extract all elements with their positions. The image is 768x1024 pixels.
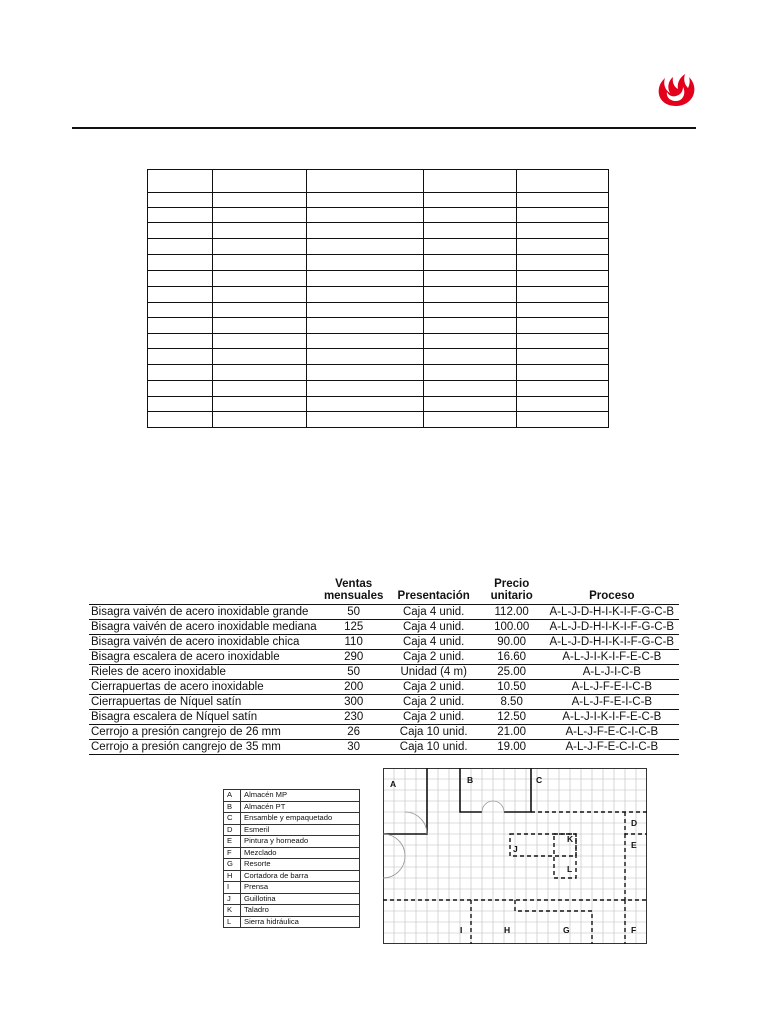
legend-area-name: Prensa <box>241 882 360 894</box>
empty-grid-cell <box>517 349 609 365</box>
product-price-cell: 21.00 <box>479 725 545 740</box>
header-divider <box>72 127 696 129</box>
legend-row <box>224 813 360 825</box>
empty-grid-cell <box>213 397 307 412</box>
product-presentation-cell: Caja 2 unid. <box>389 695 479 710</box>
product-presentation-cell: Caja 2 unid. <box>389 650 479 665</box>
empty-grid-cell <box>517 412 609 428</box>
empty-grid-cell <box>148 412 213 428</box>
area-label-f: F <box>631 925 637 935</box>
empty-grid-cell <box>307 365 424 381</box>
empty-grid-cell <box>148 334 213 349</box>
empty-grid-cell <box>148 193 213 208</box>
header-sales <box>319 578 389 605</box>
product-price-cell: 16.60 <box>479 650 545 665</box>
empty-grid-cell <box>307 303 424 318</box>
empty-grid-cell <box>148 365 213 381</box>
empty-grid-row <box>148 412 609 428</box>
legend-row <box>224 893 360 905</box>
empty-grid-cell <box>213 170 307 193</box>
legend-area-name: Taladro <box>241 905 360 917</box>
legend-row <box>224 801 360 813</box>
legend-row <box>224 905 360 917</box>
legend-code: F <box>224 847 241 859</box>
product-product-cell: Bisagra vaivén de acero inoxidable grande <box>89 605 319 620</box>
product-presentation-cell: Caja 4 unid. <box>389 635 479 650</box>
empty-grid-cell <box>213 239 307 255</box>
empty-grid-cell <box>517 223 609 239</box>
product-presentation-cell: Caja 4 unid. <box>389 605 479 620</box>
plant-layout-diagram <box>383 768 647 944</box>
door-arc <box>493 801 504 812</box>
empty-grid-cell <box>213 208 307 223</box>
product-product-cell: Bisagra vaivén de acero inoxidable chica <box>89 635 319 650</box>
product-process-cell: A-L-J-D-H-I-K-I-F-G-C-B <box>545 605 679 620</box>
product-process-cell: A-L-J-D-H-I-K-I-F-G-C-B <box>545 620 679 635</box>
empty-grid-cell <box>424 334 517 349</box>
empty-grid-cell <box>213 303 307 318</box>
empty-grid-row <box>148 193 609 208</box>
empty-grid-cell <box>517 271 609 287</box>
header-sales-line1: Ventas <box>335 578 373 590</box>
legend-area-name: Resorte <box>241 859 360 871</box>
empty-grid-cell <box>213 318 307 334</box>
empty-grid-row <box>148 349 609 365</box>
empty-grid-cell <box>424 397 517 412</box>
empty-grid-cell <box>517 381 609 397</box>
empty-grid-cell <box>307 193 424 208</box>
empty-grid-cell <box>517 239 609 255</box>
product-process-cell: A-L-J-F-E-C-I-C-B <box>545 740 679 755</box>
product-presentation-cell: Unidad (4 m) <box>389 665 479 680</box>
product-sales-cell: 30 <box>319 740 389 755</box>
legend-area-name: Guillotina <box>241 893 360 905</box>
empty-grid-cell <box>517 208 609 223</box>
area-label-k: K <box>567 834 574 844</box>
product-product-cell: Cierrapuertas de Níquel satín <box>89 695 319 710</box>
empty-grid-cell <box>424 381 517 397</box>
empty-grid-cell <box>307 287 424 303</box>
product-price-cell: 8.50 <box>479 695 545 710</box>
empty-grid-cell <box>307 412 424 428</box>
empty-grid-cell <box>148 287 213 303</box>
empty-grid-cell <box>424 193 517 208</box>
empty-grid-cell <box>148 239 213 255</box>
area-legend-table <box>223 789 360 928</box>
empty-grid-cell <box>424 223 517 239</box>
empty-grid-cell <box>307 223 424 239</box>
empty-grid-row <box>148 303 609 318</box>
product-price-cell: 25.00 <box>479 665 545 680</box>
product-presentation-cell: Caja 10 unid. <box>389 740 479 755</box>
legend-code: D <box>224 824 241 836</box>
empty-grid-cell <box>148 381 213 397</box>
product-row <box>89 725 679 740</box>
header-sales-line2: mensuales <box>323 590 384 602</box>
empty-grid-cell <box>424 271 517 287</box>
area-label-b: B <box>467 775 474 785</box>
product-process-cell: A-L-J-F-E-I-C-B <box>545 680 679 695</box>
empty-grid-cell <box>517 397 609 412</box>
product-product-cell: Cerrojo a presión cangrejo de 35 mm <box>89 740 319 755</box>
area-label-g: G <box>563 925 570 935</box>
product-product-cell: Rieles de acero inoxidable <box>89 665 319 680</box>
legend-area-name: Ensamble y empaquetado <box>241 813 360 825</box>
product-price-cell: 12.50 <box>479 710 545 725</box>
empty-grid-cell <box>213 255 307 271</box>
empty-grid-cell <box>517 170 609 193</box>
area-label-d: D <box>631 818 638 828</box>
header-process: Proceso <box>589 590 635 602</box>
empty-grid-cell <box>213 412 307 428</box>
empty-grid-cell <box>424 412 517 428</box>
legend-code: H <box>224 870 241 882</box>
empty-grid-cell <box>148 397 213 412</box>
product-row <box>89 650 679 665</box>
empty-grid-cell <box>213 365 307 381</box>
product-sales-cell: 50 <box>319 605 389 620</box>
product-sales-cell: 290 <box>319 650 389 665</box>
legend-code: G <box>224 859 241 871</box>
legend-code: K <box>224 905 241 917</box>
legend-code: L <box>224 916 241 928</box>
product-row <box>89 710 679 725</box>
legend-area-name: Pintura y horneado <box>241 836 360 848</box>
area-label-i: I <box>460 925 463 935</box>
empty-grid-cell <box>213 287 307 303</box>
empty-grid-row <box>148 381 609 397</box>
empty-grid-cell <box>148 349 213 365</box>
area-label-h: H <box>504 925 511 935</box>
legend-code: A <box>224 790 241 802</box>
empty-grid-cell <box>307 318 424 334</box>
empty-grid-cell <box>424 208 517 223</box>
legend-row <box>224 859 360 871</box>
empty-grid-cell <box>307 349 424 365</box>
legend-row <box>224 882 360 894</box>
empty-grid-cell <box>307 170 424 193</box>
empty-grid-cell <box>213 381 307 397</box>
product-process-cell: A-L-J-I-C-B <box>545 665 679 680</box>
empty-grid-row <box>148 287 609 303</box>
area-label-c: C <box>536 775 543 785</box>
product-process-cell: A-L-J-D-H-I-K-I-F-G-C-B <box>545 635 679 650</box>
product-presentation-cell: Caja 10 unid. <box>389 725 479 740</box>
legend-area-name: Sierra hidráulica <box>241 916 360 928</box>
empty-grid-cell <box>148 318 213 334</box>
legend-code: E <box>224 836 241 848</box>
empty-grid-cell <box>148 170 213 193</box>
legend-row <box>224 836 360 848</box>
empty-grid-cell <box>148 208 213 223</box>
product-price-cell: 90.00 <box>479 635 545 650</box>
empty-grid-cell <box>424 303 517 318</box>
product-presentation-cell: Caja 2 unid. <box>389 680 479 695</box>
legend-code: B <box>224 801 241 813</box>
legend-area-name: Almacén PT <box>241 801 360 813</box>
product-row <box>89 740 679 755</box>
product-sales-cell: 230 <box>319 710 389 725</box>
header-price-line2: unitario <box>490 590 533 602</box>
brand-flame-logo <box>652 68 700 108</box>
product-sales-cell: 200 <box>319 680 389 695</box>
legend-code: C <box>224 813 241 825</box>
legend-area-name: Esmeril <box>241 824 360 836</box>
area-label-a: A <box>390 779 397 789</box>
legend-row <box>224 870 360 882</box>
product-row <box>89 620 679 635</box>
empty-grid-table <box>147 169 609 428</box>
product-sales-cell: 125 <box>319 620 389 635</box>
empty-grid-row <box>148 170 609 193</box>
empty-grid-cell <box>517 193 609 208</box>
empty-grid-row <box>148 397 609 412</box>
product-product-cell: Bisagra escalera de Níquel satín <box>89 710 319 725</box>
empty-grid-row <box>148 318 609 334</box>
empty-grid-cell <box>517 287 609 303</box>
product-row <box>89 665 679 680</box>
legend-row <box>224 847 360 859</box>
legend-row <box>224 916 360 928</box>
product-process-cell: A-L-J-F-E-I-C-B <box>545 695 679 710</box>
product-process-cell: A-L-J-F-E-C-I-C-B <box>545 725 679 740</box>
product-price-cell: 10.50 <box>479 680 545 695</box>
empty-grid-cell <box>424 349 517 365</box>
empty-grid-cell <box>307 239 424 255</box>
empty-grid-cell <box>213 349 307 365</box>
area-label-e: E <box>631 840 637 850</box>
product-price-cell: 112.00 <box>479 605 545 620</box>
product-price-cell: 19.00 <box>479 740 545 755</box>
empty-grid-cell <box>517 365 609 381</box>
legend-code: J <box>224 893 241 905</box>
product-product-cell: Bisagra vaivén de acero inoxidable mediana <box>91 620 317 633</box>
door-arc <box>482 801 493 812</box>
product-price-cell: 100.00 <box>479 620 545 635</box>
product-product-cell: Bisagra escalera de acero inoxidable <box>89 650 319 665</box>
header-price <box>479 578 545 605</box>
products-header-row <box>89 578 679 605</box>
empty-grid-cell <box>424 239 517 255</box>
area-label-l: L <box>567 864 573 874</box>
product-row <box>89 695 679 710</box>
empty-grid-cell <box>424 365 517 381</box>
product-sales-cell: 110 <box>319 635 389 650</box>
product-process-cell: A-L-J-I-K-I-F-E-C-B <box>545 650 679 665</box>
empty-grid-cell <box>517 303 609 318</box>
empty-grid-cell <box>424 255 517 271</box>
empty-grid-cell <box>148 271 213 287</box>
empty-grid-cell <box>148 303 213 318</box>
empty-grid-cell <box>307 397 424 412</box>
product-process-cell: A-L-J-I-K-I-F-E-C-B <box>545 710 679 725</box>
empty-grid-cell <box>213 223 307 239</box>
empty-grid-row <box>148 255 609 271</box>
legend-code: I <box>224 882 241 894</box>
product-presentation-cell: Caja 4 unid. <box>389 620 479 635</box>
empty-grid-row <box>148 365 609 381</box>
empty-grid-row <box>148 334 609 349</box>
empty-grid-cell <box>424 170 517 193</box>
empty-grid-row <box>148 271 609 287</box>
empty-grid-cell <box>517 334 609 349</box>
product-presentation-cell: Caja 2 unid. <box>389 710 479 725</box>
empty-grid-row <box>148 223 609 239</box>
product-sales-cell: 26 <box>319 725 389 740</box>
empty-grid-cell <box>148 223 213 239</box>
product-product-cell: Cierrapuertas de acero inoxidable <box>89 680 319 695</box>
header-price-line1: Precio <box>494 578 530 590</box>
empty-grid-cell <box>307 334 424 349</box>
empty-grid-cell <box>517 318 609 334</box>
legend-row <box>224 824 360 836</box>
empty-grid-cell <box>424 318 517 334</box>
area-label-j: J <box>513 844 518 854</box>
product-sales-cell: 300 <box>319 695 389 710</box>
product-row <box>89 680 679 695</box>
header-presentation: Presentación <box>397 590 470 602</box>
empty-grid-row <box>148 208 609 223</box>
empty-grid-cell <box>213 271 307 287</box>
empty-grid-cell <box>307 381 424 397</box>
empty-grid-cell <box>307 255 424 271</box>
empty-grid-cell <box>213 193 307 208</box>
product-row <box>89 635 679 650</box>
empty-grid-cell <box>307 208 424 223</box>
product-row <box>89 605 679 620</box>
legend-row <box>224 790 360 802</box>
empty-grid-cell <box>424 287 517 303</box>
legend-area-name: Mezclado <box>241 847 360 859</box>
legend-area-name: Almacén MP <box>241 790 360 802</box>
legend-area-name: Cortadora de barra <box>241 870 360 882</box>
empty-grid-cell <box>517 255 609 271</box>
product-sales-cell: 50 <box>319 665 389 680</box>
empty-grid-row <box>148 239 609 255</box>
header-product <box>89 578 319 605</box>
empty-grid-cell <box>213 334 307 349</box>
product-product-cell: Cerrojo a presión cangrejo de 26 mm <box>89 725 319 740</box>
empty-grid-cell <box>307 271 424 287</box>
products-table <box>89 578 679 755</box>
empty-grid-cell <box>148 255 213 271</box>
